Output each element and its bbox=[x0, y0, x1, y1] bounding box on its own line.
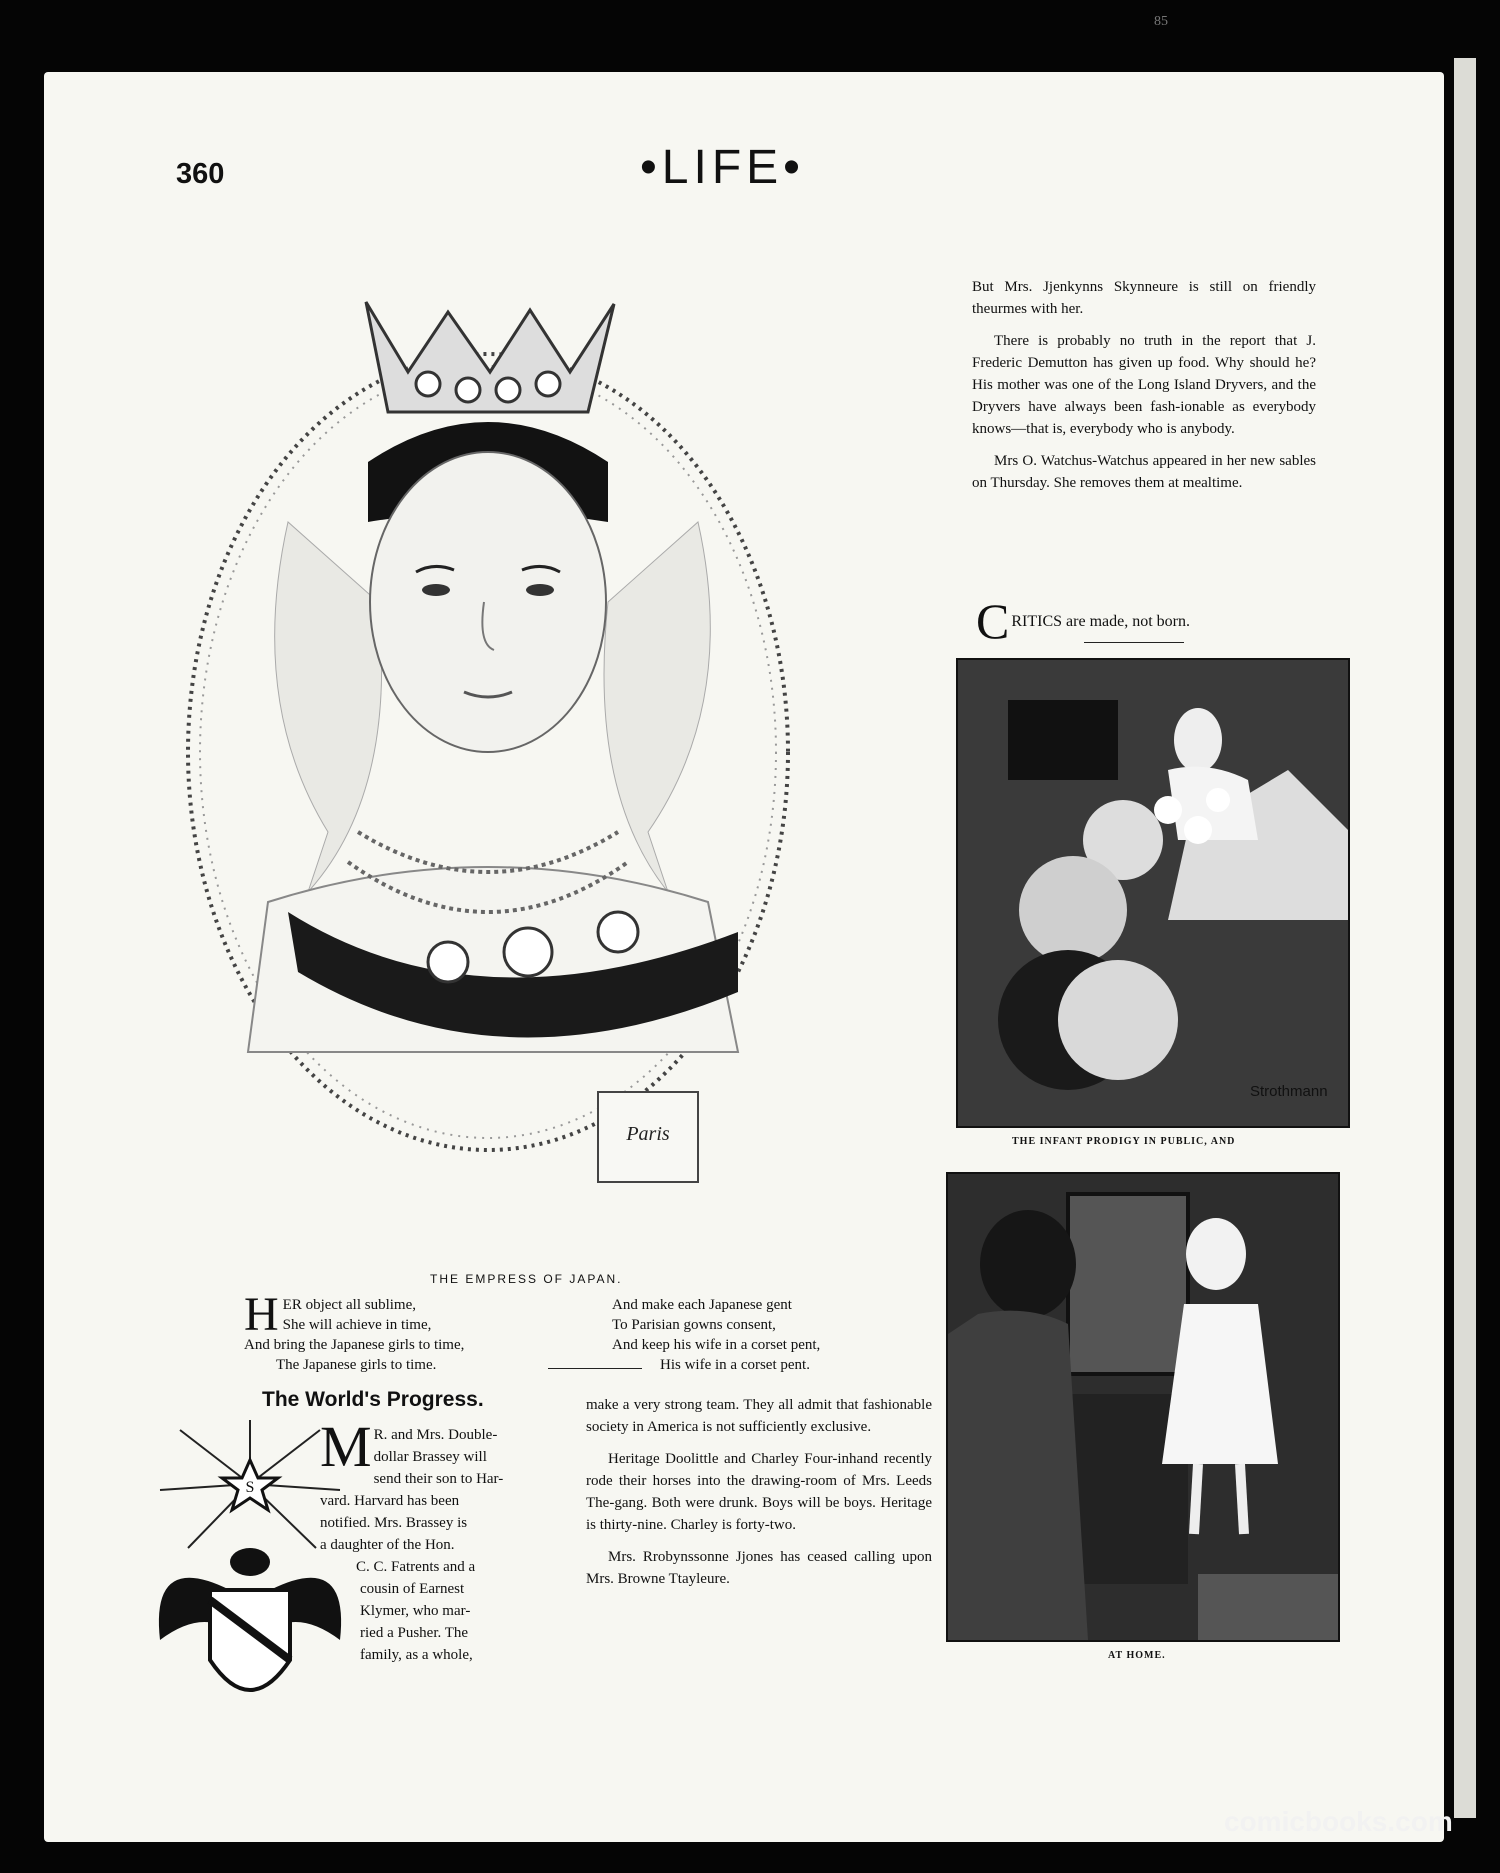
article-line: R. and Mrs. Double- bbox=[373, 1427, 498, 1443]
article-line: a daughter of the Hon. bbox=[320, 1537, 455, 1553]
article-paragraph: There is probably no truth in the report that J. Frederic Demutton has given up food. Why should he? His mother was one of the Long Island Dryvers, and the Dryvers have always been fash-ionable as everybody knows—that is, everybody who is anybody. bbox=[972, 333, 1316, 437]
poem-line: To Parisian gowns consent, bbox=[612, 1317, 776, 1333]
poem-line: And bring the Japanese girls to time, bbox=[244, 1337, 465, 1353]
article-line: ried a Pusher. The bbox=[360, 1625, 469, 1641]
infant-prodigy-home-cartoon bbox=[946, 1172, 1340, 1642]
poem-right-stanza bbox=[612, 1295, 972, 1375]
masthead-title: •LIFE• bbox=[640, 141, 805, 194]
article-dropcap: M bbox=[320, 1414, 372, 1479]
critics-divider bbox=[1084, 642, 1184, 643]
article-column-1 bbox=[320, 1414, 564, 1666]
site-watermark: comicbooks.com bbox=[1224, 1806, 1453, 1837]
poem-line: And make each Japanese gent bbox=[612, 1297, 792, 1313]
page-number: 360 bbox=[176, 158, 225, 190]
article-line: dollar Brassey will bbox=[373, 1449, 487, 1465]
article-heading: The World's Progress. bbox=[262, 1388, 484, 1411]
article-column-3 bbox=[972, 276, 1316, 504]
critics-text: RITICS are made, not born. bbox=[1011, 613, 1190, 630]
poem-line: ER object all sublime, bbox=[282, 1297, 416, 1313]
article-line: C. C. Fatrents and a bbox=[356, 1559, 476, 1575]
hatbox-label: Paris bbox=[626, 1123, 670, 1145]
article-line: send their son to Har- bbox=[373, 1471, 504, 1487]
facing-page-edge bbox=[1454, 58, 1476, 1818]
crest-star-letter: S bbox=[245, 1479, 255, 1496]
article-paragraph: make a very strong team. They all admit that fashionable society in America is not sufficiently exclusive. bbox=[586, 1397, 932, 1435]
article-paragraph: Mrs O. Watchus-Watchus appeared in her new sables on Thursday. She removes them at mealtime. bbox=[972, 453, 1316, 491]
poem-dropcap: H bbox=[244, 1288, 279, 1341]
second-cartoon-caption: AT HOME. bbox=[1108, 1650, 1166, 1661]
article-line: cousin of Earnest bbox=[360, 1581, 465, 1597]
cartoon-signature: Strothmann bbox=[1250, 1083, 1328, 1100]
article-line: family, as a whole, bbox=[360, 1647, 473, 1663]
infant-prodigy-public-cartoon bbox=[956, 658, 1350, 1128]
article-paragraph: Heritage Doolittle and Charley Four-inhand recently rode their horses into the drawing-room of Mrs. Leeds The-gang. Both were drunk. Boys will be boys. Heritage is thirty-nine. Charley is forty-two. bbox=[586, 1451, 932, 1533]
article-column-2 bbox=[586, 1394, 932, 1600]
first-cartoon-caption: THE INFANT PRODIGY IN PUBLIC, AND bbox=[1012, 1136, 1236, 1147]
pencil-mark: 85 bbox=[1154, 14, 1168, 29]
critics-dropcap: C bbox=[976, 593, 1010, 649]
poem-divider bbox=[548, 1368, 642, 1369]
article-line: notified. Mrs. Brassey is bbox=[320, 1515, 468, 1531]
article-line: Klymer, who mar- bbox=[360, 1603, 471, 1619]
portrait-caption: THE EMPRESS OF JAPAN. bbox=[430, 1272, 623, 1286]
poem-line: She will achieve in time, bbox=[282, 1317, 432, 1333]
poem-line: The Japanese girls to time. bbox=[276, 1357, 437, 1373]
article-line: vard. Harvard has been bbox=[320, 1493, 460, 1509]
article-paragraph: Mrs. Rrobynssonne Jjones has ceased calling upon Mrs. Browne Ttayleure. bbox=[586, 1549, 932, 1587]
poem-left-stanza bbox=[244, 1288, 574, 1375]
empress-portrait-illustration bbox=[178, 272, 808, 1272]
article-paragraph: But Mrs. Jjenkynns Skynneure is still on friendly theurmes with her. bbox=[972, 279, 1316, 317]
poem-line: His wife in a corset pent. bbox=[660, 1357, 810, 1373]
poem-line: And keep his wife in a corset pent, bbox=[612, 1337, 821, 1353]
